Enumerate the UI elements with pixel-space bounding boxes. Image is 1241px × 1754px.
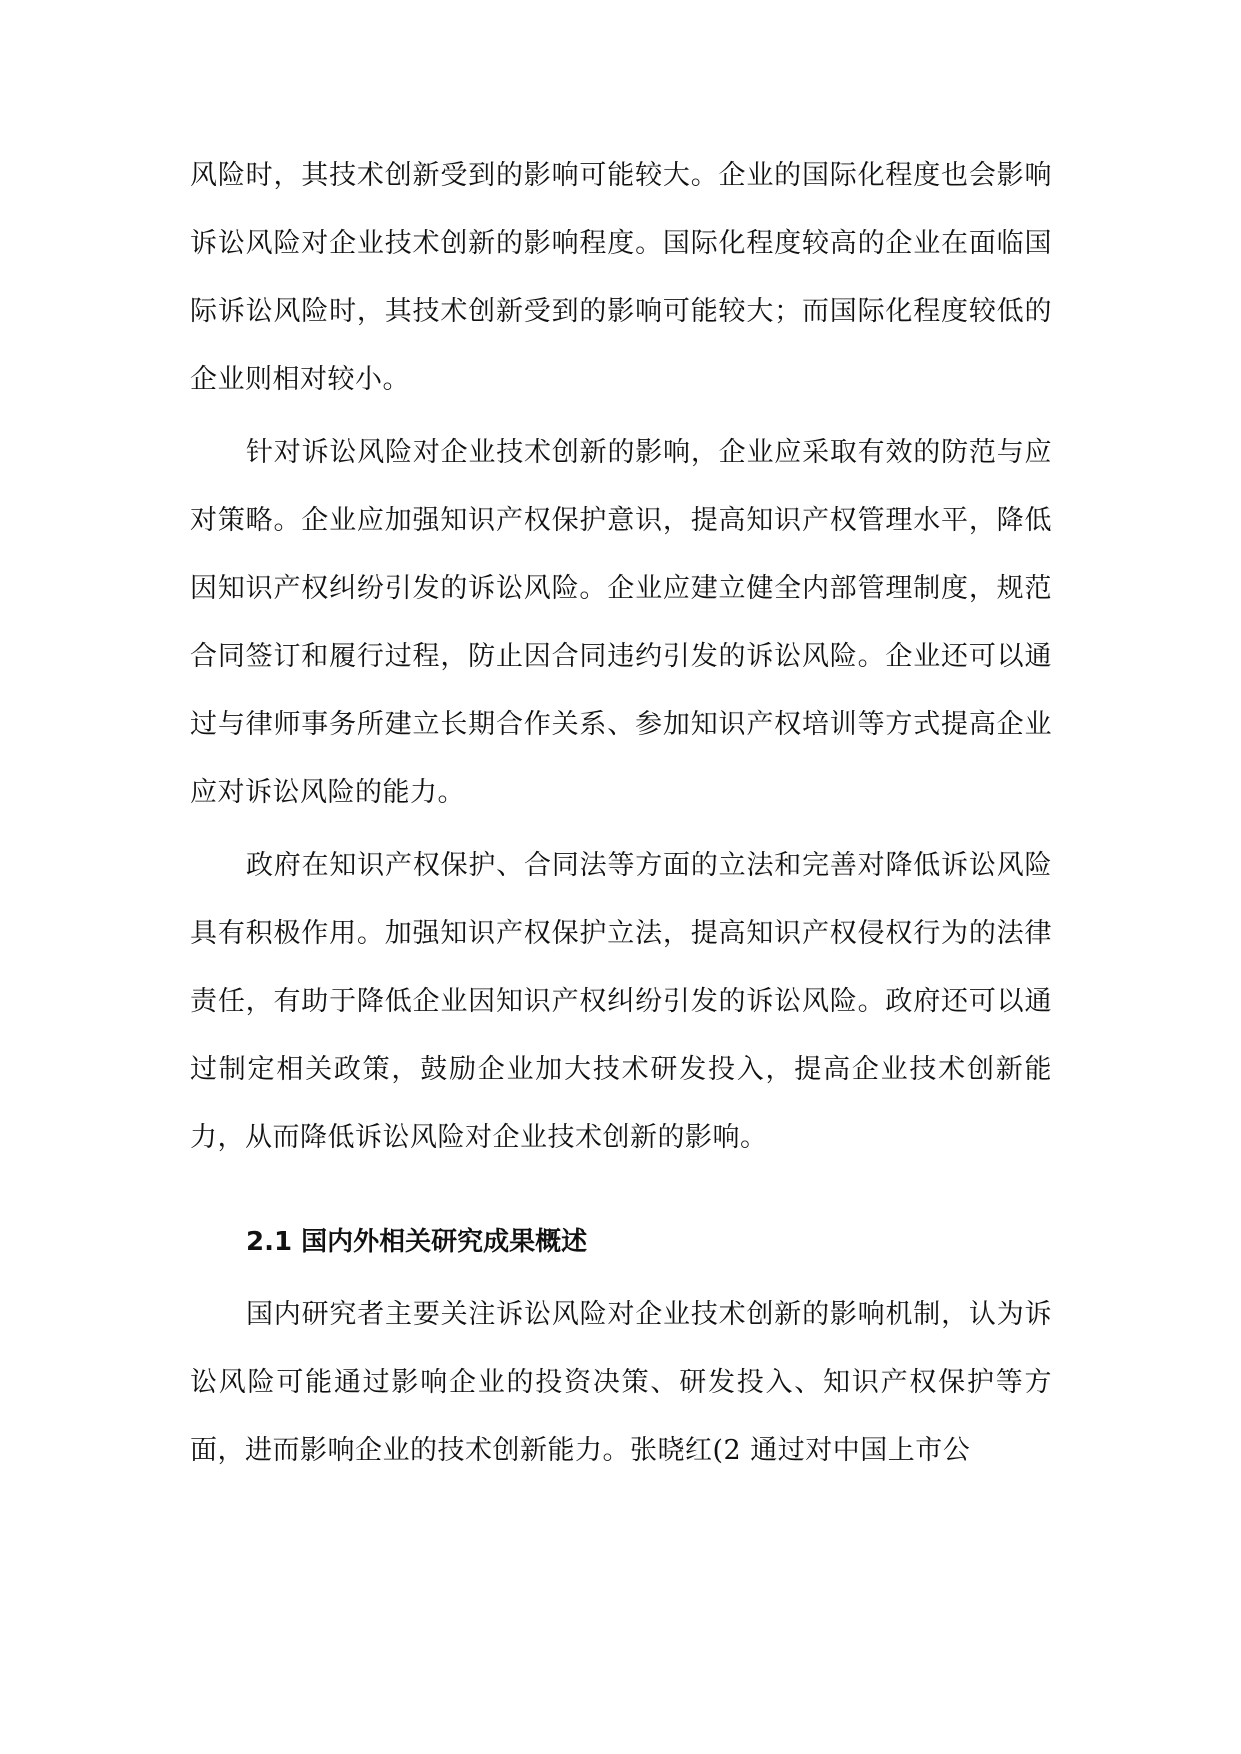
document-page bbox=[190, 142, 1052, 1490]
body-paragraph-1: 风险时，其技术创新受到的影响可能较大。企业的国际化程度也会影响诉讼风险对企业技术创新的影响程度。国际化程度较高的企业在面临国际诉讼风险时，其技术创新受到的影响可能较大；而国际化程度较低的企业则相对较小。 bbox=[190, 160, 1052, 395]
section-paragraph-1: 国内研究者主要关注诉讼风险对企业技术创新的影响机制，认为诉讼风险可能通过影响企业的投资决策、研发投入、知识产权保护等方面，进而影响企业的技术创新能力。张晓红(2 通过对中国上市公 bbox=[190, 1299, 1052, 1466]
section-heading: 2.1 国内外相关研究成果概述 bbox=[246, 1227, 588, 1257]
body-paragraph-2: 针对诉讼风险对企业技术创新的影响，企业应采取有效的防范与应对策略。企业应加强知识产权保护意识，提高知识产权管理水平，降低因知识产权纠纷引发的诉讼风险。企业应建立健全内部管理制度，规范合同签订和履行过程，防止因合同违约引发的诉讼风险。企业还可以通过与律师事务所建立长期合作关系、参加知识产权培训等方式提高企业应对诉讼风险的能力。 bbox=[190, 437, 1052, 808]
body-paragraph-3: 政府在知识产权保护、合同法等方面的立法和完善对降低诉讼风险具有积极作用。加强知识产权保护立法，提高知识产权侵权行为的法律责任，有助于降低企业因知识产权纠纷引发的诉讼风险。政府还可以通过制定相关政策，鼓励企业加大技术研发投入，提高企业技术创新能力，从而降低诉讼风险对企业技术创新的影响。 bbox=[190, 850, 1052, 1153]
